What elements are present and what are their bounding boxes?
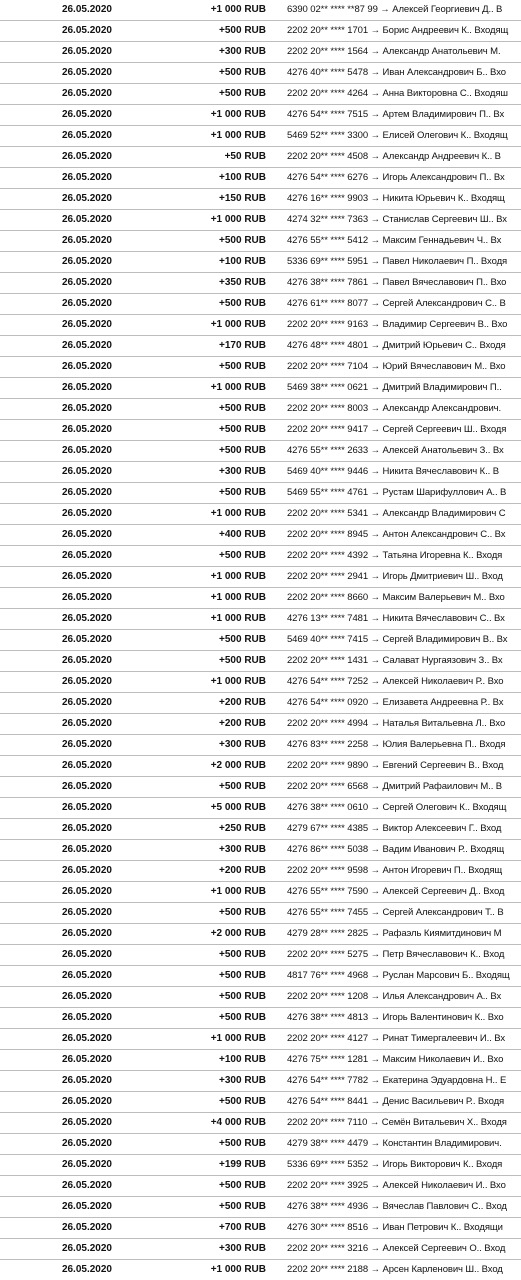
table-row bbox=[0, 399, 521, 420]
transaction-amount: +4 000 RUB bbox=[210, 1117, 266, 1128]
transaction-date: 26.05.2020 bbox=[61, 760, 112, 771]
table-row bbox=[0, 1260, 521, 1280]
transaction-amount: +1 000 RUB bbox=[210, 382, 266, 393]
transaction-description: 2202 20** **** 3925 → Алексей Николаевич И.. Вхо bbox=[287, 1180, 506, 1191]
transaction-description: 4276 38** **** 4813 → Игорь Валентинович К.. Вхо bbox=[287, 1012, 504, 1023]
transaction-date: 26.05.2020 bbox=[61, 592, 112, 603]
table-row bbox=[0, 1050, 521, 1071]
transaction-amount: +5 000 RUB bbox=[210, 802, 266, 813]
transaction-date: 26.05.2020 bbox=[61, 340, 112, 351]
transaction-date: 26.05.2020 bbox=[61, 508, 112, 519]
transaction-amount: +2 000 RUB bbox=[210, 760, 266, 771]
transaction-description: 2202 20** **** 3216 → Алексей Сергеевич О.. Вход bbox=[287, 1243, 506, 1254]
transaction-description: 2202 20** **** 4264 → Анна Викторовна С.. Входяш bbox=[287, 88, 508, 99]
table-row bbox=[0, 189, 521, 210]
transaction-date: 26.05.2020 bbox=[61, 928, 112, 939]
transaction-amount: +1 000 RUB bbox=[210, 4, 266, 15]
transaction-amount: +350 RUB bbox=[219, 277, 266, 288]
transaction-description: 2202 20** **** 9890 → Евгений Сергеевич В.. Вход bbox=[287, 760, 504, 771]
table-row bbox=[0, 21, 521, 42]
transaction-amount: +500 RUB bbox=[219, 1012, 266, 1023]
transaction-description: 4279 67** **** 4385 → Виктор Алексеевич Г.. Вход bbox=[287, 823, 502, 834]
transaction-amount: +500 RUB bbox=[219, 907, 266, 918]
transaction-description: 5469 40** **** 7415 → Сергей Владимирович В.. Вх bbox=[287, 634, 508, 645]
transaction-description: 2202 20** **** 7104 → Юрий Вячеславович М.. Вхо bbox=[287, 361, 506, 372]
transaction-description: 2202 20** **** 8003 → Александр Александрович. bbox=[287, 403, 502, 414]
transaction-date: 26.05.2020 bbox=[61, 1138, 112, 1149]
transaction-date: 26.05.2020 bbox=[61, 865, 112, 876]
transaction-description: 2202 20** **** 8660 → Максим Валерьевич М.. Вхо bbox=[287, 592, 505, 603]
transaction-description: 4276 55** **** 2633 → Алексей Анатольевич З.. Вх bbox=[287, 445, 504, 456]
table-row bbox=[0, 84, 521, 105]
table-row bbox=[0, 588, 521, 609]
transaction-amount: +100 RUB bbox=[219, 1054, 266, 1065]
transaction-description: 2202 20** **** 7110 → Семён Витальевич Х.. Входя bbox=[287, 1117, 507, 1128]
transaction-date: 26.05.2020 bbox=[61, 991, 112, 1002]
transaction-date: 26.05.2020 bbox=[61, 970, 112, 981]
transaction-amount: +100 RUB bbox=[219, 256, 266, 267]
transaction-description: 4276 54** **** 0920 → Елизавета Андреевна Р.. Вх bbox=[287, 697, 504, 708]
table-row bbox=[0, 945, 521, 966]
transaction-date: 26.05.2020 bbox=[61, 235, 112, 246]
transaction-amount: +500 RUB bbox=[219, 550, 266, 561]
transaction-description: 4276 61** **** 8077 → Сергей Александрович С.. В bbox=[287, 298, 506, 309]
table-row bbox=[0, 147, 521, 168]
transaction-date: 26.05.2020 bbox=[61, 886, 112, 897]
table-row bbox=[0, 798, 521, 819]
transaction-amount: +300 RUB bbox=[219, 46, 266, 57]
transaction-date: 26.05.2020 bbox=[61, 676, 112, 687]
transaction-date: 26.05.2020 bbox=[61, 1033, 112, 1044]
transaction-description: 2202 20** **** 5275 → Петр Вячеславович К.. Вход bbox=[287, 949, 505, 960]
transaction-date: 26.05.2020 bbox=[61, 529, 112, 540]
transaction-description: 4276 86** **** 5038 → Вадим Иванович Р.. Входящ bbox=[287, 844, 505, 855]
table-row bbox=[0, 630, 521, 651]
transaction-description: 4276 16** **** 9903 → Никита Юрьевич К.. Входящ bbox=[287, 193, 505, 204]
transaction-amount: +170 RUB bbox=[219, 340, 266, 351]
transaction-amount: +1 000 RUB bbox=[210, 214, 266, 225]
table-row bbox=[0, 840, 521, 861]
transaction-date: 26.05.2020 bbox=[61, 781, 112, 792]
table-row bbox=[0, 231, 521, 252]
transaction-date: 26.05.2020 bbox=[61, 823, 112, 834]
transaction-amount: +500 RUB bbox=[219, 1180, 266, 1191]
transaction-amount: +500 RUB bbox=[219, 970, 266, 981]
transaction-description: 2202 20** **** 9163 → Владимир Сергеевич В.. Вхо bbox=[287, 319, 508, 330]
transaction-amount: +500 RUB bbox=[219, 487, 266, 498]
transaction-amount: +300 RUB bbox=[219, 1075, 266, 1086]
transaction-date: 26.05.2020 bbox=[61, 802, 112, 813]
transaction-description: 4276 38** **** 7861 → Павел Вячеславович П.. Вхо bbox=[287, 277, 507, 288]
transaction-amount: +1 000 RUB bbox=[210, 571, 266, 582]
transaction-amount: +200 RUB bbox=[219, 718, 266, 729]
transaction-description: 4279 28** **** 2825 → Рафаэль Киямитдинович М bbox=[287, 928, 502, 939]
transaction-date: 26.05.2020 bbox=[61, 445, 112, 456]
transaction-description: 4276 55** **** 7455 → Сергей Александрович Т.. В bbox=[287, 907, 504, 918]
transaction-description: 4276 54** **** 7782 → Екатерина Эдуардовна Н.. Е bbox=[287, 1075, 507, 1086]
transaction-amount: +100 RUB bbox=[219, 172, 266, 183]
transaction-date: 26.05.2020 bbox=[61, 907, 112, 918]
transaction-amount: +1 000 RUB bbox=[210, 886, 266, 897]
transaction-amount: +500 RUB bbox=[219, 1096, 266, 1107]
transaction-description: 2202 20** **** 9598 → Антон Игоревич П.. Входящ bbox=[287, 865, 503, 876]
table-row bbox=[0, 210, 521, 231]
transaction-description: 4276 30** **** 8516 → Иван Петрович К.. Входящи bbox=[287, 1222, 503, 1233]
transaction-date: 26.05.2020 bbox=[61, 571, 112, 582]
transaction-amount: +200 RUB bbox=[219, 865, 266, 876]
table-row bbox=[0, 42, 521, 63]
table-row bbox=[0, 735, 521, 756]
table-row bbox=[0, 336, 521, 357]
transaction-amount: +2 000 RUB bbox=[210, 928, 266, 939]
transaction-amount: +1 000 RUB bbox=[210, 130, 266, 141]
table-row bbox=[0, 693, 521, 714]
transaction-description: 5469 55** **** 4761 → Рустам Шарифуллович А.. В bbox=[287, 487, 507, 498]
table-row bbox=[0, 483, 521, 504]
transaction-description: 2202 20** **** 1208 → Илья Александрович А.. Вх bbox=[287, 991, 502, 1002]
table-row bbox=[0, 525, 521, 546]
transaction-date: 26.05.2020 bbox=[61, 1180, 112, 1191]
transaction-amount: +500 RUB bbox=[219, 1138, 266, 1149]
transaction-description: 5336 69** **** 5352 → Игорь Викторович К.. Входя bbox=[287, 1159, 503, 1170]
table-row bbox=[0, 441, 521, 462]
transaction-date: 26.05.2020 bbox=[61, 1012, 112, 1023]
transaction-amount: +500 RUB bbox=[219, 67, 266, 78]
transaction-description: 4274 32** **** 7363 → Станислав Сергеевич Ш.. Вх bbox=[287, 214, 507, 225]
transaction-date: 26.05.2020 bbox=[61, 1075, 112, 1086]
transaction-description: 5469 52** **** 3300 → Елисей Олегович К.. Входящ bbox=[287, 130, 508, 141]
transaction-date: 26.05.2020 bbox=[61, 403, 112, 414]
transaction-description: 6390 02** **** **87 99 → Алексей Георгиевич Д.. В bbox=[287, 4, 503, 15]
transaction-description: 2202 20** **** 9417 → Сергей Сергеевич Ш.. Входя bbox=[287, 424, 507, 435]
transaction-date: 26.05.2020 bbox=[61, 25, 112, 36]
table-row bbox=[0, 1134, 521, 1155]
transaction-amount: +1 000 RUB bbox=[210, 1033, 266, 1044]
table-row bbox=[0, 609, 521, 630]
transaction-date: 26.05.2020 bbox=[61, 1264, 112, 1275]
transaction-date: 26.05.2020 bbox=[61, 1222, 112, 1233]
transaction-description: 4817 76** **** 4968 → Руслан Марсович Б.. Входящ bbox=[287, 970, 510, 981]
table-row bbox=[0, 273, 521, 294]
transaction-description: 4279 38** **** 4479 → Константин Владимирович. bbox=[287, 1138, 502, 1149]
transaction-amount: +500 RUB bbox=[219, 235, 266, 246]
transaction-amount: +50 RUB bbox=[224, 151, 266, 162]
table-row bbox=[0, 651, 521, 672]
transaction-date: 26.05.2020 bbox=[61, 4, 112, 15]
table-row bbox=[0, 987, 521, 1008]
table-row bbox=[0, 1092, 521, 1113]
transaction-amount: +500 RUB bbox=[219, 88, 266, 99]
table-row bbox=[0, 1218, 521, 1239]
table-row bbox=[0, 315, 521, 336]
table-row bbox=[0, 924, 521, 945]
transaction-description: 2202 20** **** 1431 → Салават Нургаязович З.. Вх bbox=[287, 655, 503, 666]
transaction-date: 26.05.2020 bbox=[61, 88, 112, 99]
table-row bbox=[0, 672, 521, 693]
transaction-description: 4276 38** **** 0610 → Сергей Олегович К.. Входящ bbox=[287, 802, 507, 813]
transaction-date: 26.05.2020 bbox=[61, 949, 112, 960]
transaction-date: 26.05.2020 bbox=[61, 634, 112, 645]
transaction-description: 2202 20** **** 2941 → Игорь Дмитриевич Ш.. Вход bbox=[287, 571, 503, 582]
table-row bbox=[0, 966, 521, 987]
transaction-amount: +1 000 RUB bbox=[210, 592, 266, 603]
transaction-amount: +1 000 RUB bbox=[210, 508, 266, 519]
transaction-amount: +300 RUB bbox=[219, 466, 266, 477]
transaction-description: 2202 20** **** 4994 → Наталья Витальевна Л.. Вхо bbox=[287, 718, 506, 729]
transaction-date: 26.05.2020 bbox=[61, 319, 112, 330]
transaction-date: 26.05.2020 bbox=[61, 424, 112, 435]
transaction-date: 26.05.2020 bbox=[61, 697, 112, 708]
transaction-description: 2202 20** **** 1701 → Борис Андреевич К.. Входящ bbox=[287, 25, 509, 36]
transaction-amount: +300 RUB bbox=[219, 739, 266, 750]
transaction-description: 2202 20** **** 2188 → Арсен Карленович Ш.. Вход bbox=[287, 1264, 503, 1275]
transaction-date: 26.05.2020 bbox=[61, 550, 112, 561]
transaction-amount: +500 RUB bbox=[219, 25, 266, 36]
transaction-date: 26.05.2020 bbox=[61, 172, 112, 183]
transaction-description: 4276 55** **** 5412 → Максим Геннадьевич Ч.. Вх bbox=[287, 235, 502, 246]
transaction-description: 2202 20** **** 4127 → Ринат Тимергалеевич И.. Вх bbox=[287, 1033, 505, 1044]
transaction-date: 26.05.2020 bbox=[61, 739, 112, 750]
transaction-date: 26.05.2020 bbox=[61, 109, 112, 120]
table-row bbox=[0, 1008, 521, 1029]
transaction-amount: +500 RUB bbox=[219, 781, 266, 792]
transaction-date: 26.05.2020 bbox=[61, 256, 112, 267]
transaction-date: 26.05.2020 bbox=[61, 361, 112, 372]
transaction-amount: +500 RUB bbox=[219, 445, 266, 456]
transaction-date: 26.05.2020 bbox=[61, 1201, 112, 1212]
table-row bbox=[0, 756, 521, 777]
transaction-amount: +200 RUB bbox=[219, 697, 266, 708]
transaction-date: 26.05.2020 bbox=[61, 466, 112, 477]
transaction-amount: +500 RUB bbox=[219, 361, 266, 372]
transaction-description: 4276 54** **** 6276 → Игорь Александрович П.. Вх bbox=[287, 172, 505, 183]
transaction-description: 2202 20** **** 5341 → Александр Владимирович С bbox=[287, 508, 506, 519]
transaction-date: 26.05.2020 bbox=[61, 277, 112, 288]
table-row bbox=[0, 1155, 521, 1176]
transaction-amount: +1 000 RUB bbox=[210, 676, 266, 687]
table-row bbox=[0, 777, 521, 798]
table-row bbox=[0, 903, 521, 924]
table-row bbox=[0, 819, 521, 840]
transaction-description: 4276 48** **** 4801 → Дмитрий Юрьевич С.. Входя bbox=[287, 340, 506, 351]
transaction-date: 26.05.2020 bbox=[61, 214, 112, 225]
transaction-description: 4276 83** **** 2258 → Юлия Валерьевна П.. Входя bbox=[287, 739, 506, 750]
transaction-description: 4276 54** **** 7252 → Алексей Николаевич Р.. Вхо bbox=[287, 676, 504, 687]
transaction-date: 26.05.2020 bbox=[61, 67, 112, 78]
transaction-date: 26.05.2020 bbox=[61, 844, 112, 855]
table-row bbox=[0, 63, 521, 84]
transaction-description: 4276 54** **** 8441 → Денис Васильевич Р.. Входя bbox=[287, 1096, 505, 1107]
transaction-description: 2202 20** **** 4508 → Александр Андреевич К.. В bbox=[287, 151, 501, 162]
table-row bbox=[0, 126, 521, 147]
transaction-description: 4276 40** **** 5478 → Иван Александрович Б.. Вхо bbox=[287, 67, 506, 78]
transaction-amount: +1 000 RUB bbox=[210, 1264, 266, 1275]
transaction-amount: +150 RUB bbox=[219, 193, 266, 204]
table-row bbox=[0, 1029, 521, 1050]
transaction-date: 26.05.2020 bbox=[61, 382, 112, 393]
transaction-date: 26.05.2020 bbox=[61, 193, 112, 204]
transaction-amount: +1 000 RUB bbox=[210, 319, 266, 330]
table-row bbox=[0, 714, 521, 735]
transaction-description: 4276 38** **** 4936 → Вячеслав Павлович С.. Вход bbox=[287, 1201, 507, 1212]
transaction-date: 26.05.2020 bbox=[61, 1159, 112, 1170]
transaction-date: 26.05.2020 bbox=[61, 1054, 112, 1065]
transaction-amount: +199 RUB bbox=[219, 1159, 266, 1170]
transaction-date: 26.05.2020 bbox=[61, 718, 112, 729]
table-row bbox=[0, 105, 521, 126]
table-row bbox=[0, 1113, 521, 1134]
table-row bbox=[0, 1239, 521, 1260]
transaction-description: 4276 13** **** 7481 → Никита Вячеславович С.. Вх bbox=[287, 613, 505, 624]
table-row bbox=[0, 378, 521, 399]
transaction-description: 4276 75** **** 1281 → Максим Николаевич И.. Вхо bbox=[287, 1054, 504, 1065]
transaction-amount: +500 RUB bbox=[219, 298, 266, 309]
transaction-amount: +300 RUB bbox=[219, 1243, 266, 1254]
transaction-amount: +500 RUB bbox=[219, 424, 266, 435]
transaction-date: 26.05.2020 bbox=[61, 151, 112, 162]
transaction-date: 26.05.2020 bbox=[61, 613, 112, 624]
table-row bbox=[0, 0, 521, 21]
transaction-amount: +500 RUB bbox=[219, 634, 266, 645]
transaction-description: 5469 38** **** 0621 → Дмитрий Владимирович П.. bbox=[287, 382, 502, 393]
transaction-date: 26.05.2020 bbox=[61, 1243, 112, 1254]
transaction-date: 26.05.2020 bbox=[61, 487, 112, 498]
transaction-amount: +700 RUB bbox=[219, 1222, 266, 1233]
transaction-description: 4276 54** **** 7515 → Артем Владимирович П.. Вх bbox=[287, 109, 505, 120]
transaction-amount: +250 RUB bbox=[219, 823, 266, 834]
table-row bbox=[0, 546, 521, 567]
transaction-date: 26.05.2020 bbox=[61, 655, 112, 666]
transaction-amount: +500 RUB bbox=[219, 991, 266, 1002]
table-row bbox=[0, 1071, 521, 1092]
transaction-description: 5469 40** **** 9446 → Никита Вячеславович К.. В bbox=[287, 466, 499, 477]
transaction-description: 2202 20** **** 4392 → Татьяна Игоревна К.. Входя bbox=[287, 550, 503, 561]
transaction-description: 5336 69** **** 5951 → Павел Николаевич П.. Входя bbox=[287, 256, 508, 267]
transaction-amount: +1 000 RUB bbox=[210, 109, 266, 120]
transaction-description: 2202 20** **** 8945 → Антон Александрович С.. Вх bbox=[287, 529, 506, 540]
transaction-amount: +400 RUB bbox=[219, 529, 266, 540]
transaction-description: 4276 55** **** 7590 → Алексей Сергеевич Д.. Вход bbox=[287, 886, 505, 897]
table-row bbox=[0, 1176, 521, 1197]
table-row bbox=[0, 168, 521, 189]
transaction-date: 26.05.2020 bbox=[61, 1096, 112, 1107]
transaction-date: 26.05.2020 bbox=[61, 46, 112, 57]
table-row bbox=[0, 567, 521, 588]
transaction-amount: +500 RUB bbox=[219, 949, 266, 960]
transaction-amount: +300 RUB bbox=[219, 844, 266, 855]
transaction-description: 2202 20** **** 6568 → Дмитрий Рафаилович М.. В bbox=[287, 781, 503, 792]
transaction-amount: +500 RUB bbox=[219, 1201, 266, 1212]
transaction-amount: +500 RUB bbox=[219, 403, 266, 414]
table-row bbox=[0, 252, 521, 273]
transaction-amount: +500 RUB bbox=[219, 655, 266, 666]
table-row bbox=[0, 420, 521, 441]
table-row bbox=[0, 882, 521, 903]
transaction-date: 26.05.2020 bbox=[61, 298, 112, 309]
table-row bbox=[0, 462, 521, 483]
table-row bbox=[0, 504, 521, 525]
table-row bbox=[0, 1197, 521, 1218]
table-row bbox=[0, 357, 521, 378]
transaction-date: 26.05.2020 bbox=[61, 130, 112, 141]
transaction-amount: +1 000 RUB bbox=[210, 613, 266, 624]
transaction-date: 26.05.2020 bbox=[61, 1117, 112, 1128]
table-row bbox=[0, 294, 521, 315]
table-row bbox=[0, 861, 521, 882]
transaction-description: 2202 20** **** 1564 → Александр Анатольевич М. bbox=[287, 46, 501, 57]
